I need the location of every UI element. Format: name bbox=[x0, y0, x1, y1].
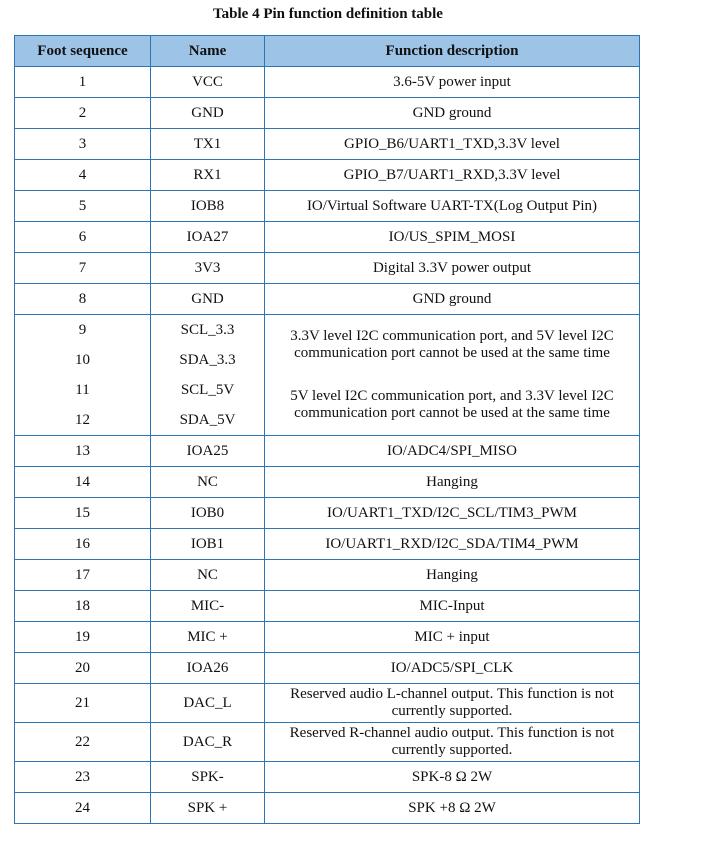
foot-sequence-cell: 2 bbox=[15, 98, 151, 129]
foot-sequence-cell: 7 bbox=[15, 253, 151, 284]
function-description-cell: IO/Virtual Software UART-TX(Log Output Pin) bbox=[265, 191, 640, 222]
table-header-row bbox=[15, 36, 640, 67]
foot-sequence-cell: 21 bbox=[15, 684, 151, 723]
table-row bbox=[15, 467, 640, 498]
pin-name-cell: NC bbox=[151, 467, 265, 498]
pin-name-cell: GND bbox=[151, 284, 265, 315]
pin-name-cell: NC bbox=[151, 560, 265, 591]
function-description-cell: 5V level I2C communication port, and 3.3V level I2C communication port cannot be used at the same time bbox=[265, 375, 640, 436]
foot-sequence-cell: 12 bbox=[15, 405, 151, 436]
function-description-cell: IO/US_SPIM_MOSI bbox=[265, 222, 640, 253]
function-description-cell: Reserved R-channel audio output. This function is not currently supported. bbox=[265, 723, 640, 762]
pin-function-table bbox=[14, 35, 640, 824]
function-description-cell: Reserved audio L-channel output. This function is not currently supported. bbox=[265, 684, 640, 723]
table-title: Table 4 Pin function definition table bbox=[213, 6, 443, 22]
function-description-cell: IO/UART1_TXD/I2C_SCL/TIM3_PWM bbox=[265, 498, 640, 529]
pin-name-cell: DAC_R bbox=[151, 723, 265, 762]
table-row bbox=[15, 723, 640, 762]
foot-sequence-cell: 17 bbox=[15, 560, 151, 591]
function-description-cell: GND ground bbox=[265, 98, 640, 129]
table-row bbox=[15, 129, 640, 160]
table-row bbox=[15, 375, 640, 405]
foot-sequence-cell: 16 bbox=[15, 529, 151, 560]
foot-sequence-cell: 6 bbox=[15, 222, 151, 253]
pin-name-cell: DAC_L bbox=[151, 684, 265, 723]
pin-name-cell: IOB1 bbox=[151, 529, 265, 560]
function-description-cell: Digital 3.3V power output bbox=[265, 253, 640, 284]
foot-sequence-cell: 18 bbox=[15, 591, 151, 622]
table-row bbox=[15, 622, 640, 653]
pin-name-cell: IOB0 bbox=[151, 498, 265, 529]
table-row bbox=[15, 98, 640, 129]
pin-name-cell: IOA27 bbox=[151, 222, 265, 253]
table-row bbox=[15, 793, 640, 824]
foot-sequence-cell: 22 bbox=[15, 723, 151, 762]
foot-sequence-cell: 23 bbox=[15, 762, 151, 793]
function-description-cell: SPK-8 Ω 2W bbox=[265, 762, 640, 793]
foot-sequence-cell: 9 bbox=[15, 315, 151, 346]
table-row bbox=[15, 529, 640, 560]
function-description-cell: GND ground bbox=[265, 284, 640, 315]
foot-sequence-cell: 1 bbox=[15, 67, 151, 98]
pin-name-cell: SCL_5V bbox=[151, 375, 265, 405]
function-description-cell: MIC + input bbox=[265, 622, 640, 653]
pin-name-cell: IOA25 bbox=[151, 436, 265, 467]
header-foot-sequence: Foot sequence bbox=[15, 36, 151, 67]
pin-name-cell: 3V3 bbox=[151, 253, 265, 284]
header-name: Name bbox=[151, 36, 265, 67]
pin-name-cell: SPK- bbox=[151, 762, 265, 793]
pin-name-cell: TX1 bbox=[151, 129, 265, 160]
table-row bbox=[15, 498, 640, 529]
pin-name-cell: SDA_3.3 bbox=[151, 345, 265, 375]
function-description-cell: IO/UART1_RXD/I2C_SDA/TIM4_PWM bbox=[265, 529, 640, 560]
function-description-cell: 3.3V level I2C communication port, and 5V level I2C communication port cannot be used at the same time bbox=[265, 315, 640, 376]
foot-sequence-cell: 11 bbox=[15, 375, 151, 405]
table-row bbox=[15, 222, 640, 253]
function-description-cell: Hanging bbox=[265, 467, 640, 498]
function-description-cell: GPIO_B6/UART1_TXD,3.3V level bbox=[265, 129, 640, 160]
table-row bbox=[15, 560, 640, 591]
function-description-cell: 3.6-5V power input bbox=[265, 67, 640, 98]
table-row bbox=[15, 284, 640, 315]
function-description-cell: IO/ADC4/SPI_MISO bbox=[265, 436, 640, 467]
pin-name-cell: GND bbox=[151, 98, 265, 129]
foot-sequence-cell: 10 bbox=[15, 345, 151, 375]
table-row bbox=[15, 684, 640, 723]
pin-name-cell: SPK + bbox=[151, 793, 265, 824]
pin-name-cell: MIC- bbox=[151, 591, 265, 622]
foot-sequence-cell: 4 bbox=[15, 160, 151, 191]
header-function-description: Function description bbox=[265, 36, 640, 67]
foot-sequence-cell: 3 bbox=[15, 129, 151, 160]
table-row bbox=[15, 191, 640, 222]
foot-sequence-cell: 24 bbox=[15, 793, 151, 824]
table-row bbox=[15, 436, 640, 467]
pin-name-cell: SDA_5V bbox=[151, 405, 265, 436]
table-row bbox=[15, 591, 640, 622]
function-description-cell: IO/ADC5/SPI_CLK bbox=[265, 653, 640, 684]
table-row bbox=[15, 253, 640, 284]
pin-name-cell: VCC bbox=[151, 67, 265, 98]
table-row bbox=[15, 67, 640, 98]
table-row bbox=[15, 315, 640, 346]
foot-sequence-cell: 14 bbox=[15, 467, 151, 498]
foot-sequence-cell: 8 bbox=[15, 284, 151, 315]
function-description-cell: GPIO_B7/UART1_RXD,3.3V level bbox=[265, 160, 640, 191]
function-description-cell: SPK +8 Ω 2W bbox=[265, 793, 640, 824]
foot-sequence-cell: 13 bbox=[15, 436, 151, 467]
pin-name-cell: IOA26 bbox=[151, 653, 265, 684]
foot-sequence-cell: 19 bbox=[15, 622, 151, 653]
foot-sequence-cell: 15 bbox=[15, 498, 151, 529]
foot-sequence-cell: 20 bbox=[15, 653, 151, 684]
table-row bbox=[15, 160, 640, 191]
pin-name-cell: RX1 bbox=[151, 160, 265, 191]
table-row bbox=[15, 653, 640, 684]
pin-name-cell: MIC + bbox=[151, 622, 265, 653]
foot-sequence-cell: 5 bbox=[15, 191, 151, 222]
pin-name-cell: SCL_3.3 bbox=[151, 315, 265, 346]
pin-name-cell: IOB8 bbox=[151, 191, 265, 222]
function-description-cell: MIC-Input bbox=[265, 591, 640, 622]
function-description-cell: Hanging bbox=[265, 560, 640, 591]
table-row bbox=[15, 762, 640, 793]
